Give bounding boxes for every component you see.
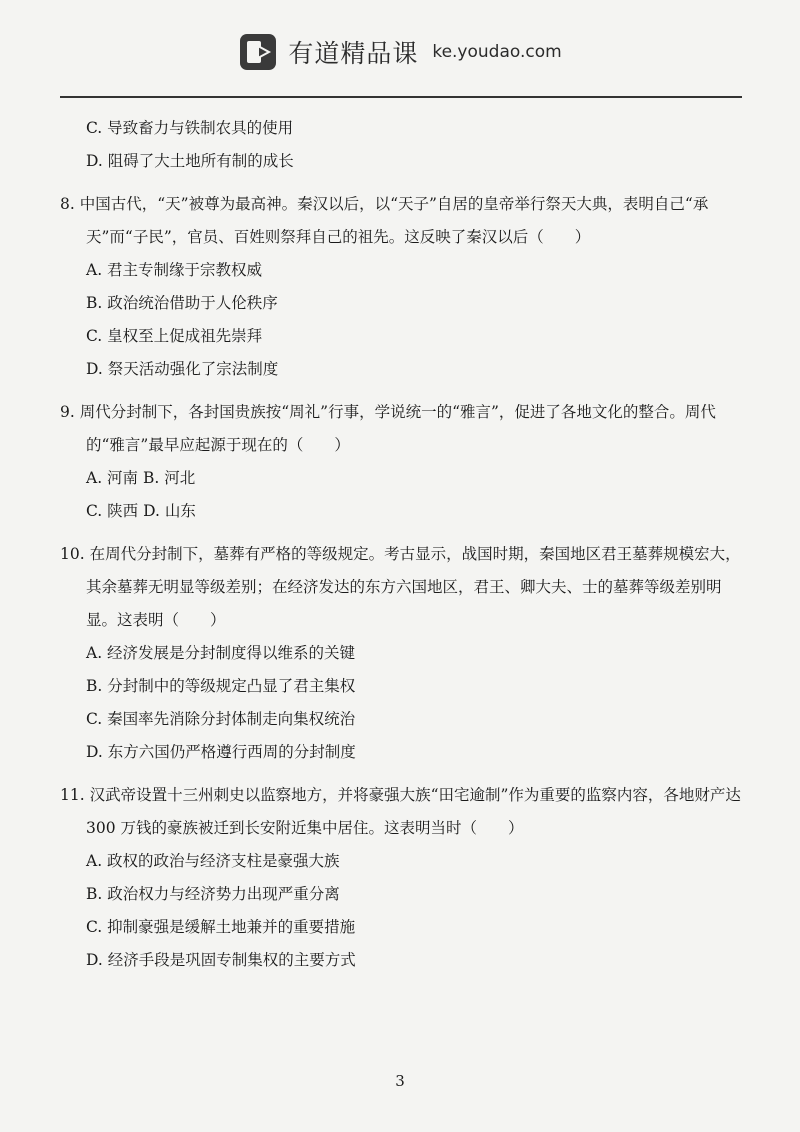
option: A. 君主专制缘于宗教权威	[86, 261, 263, 279]
question-9	[60, 396, 750, 528]
option: C. 抑制豪强是缓解土地兼并的重要措施	[86, 918, 356, 936]
youdao-logo-icon	[238, 32, 278, 72]
option: A. 河南 B. 河北	[86, 469, 196, 487]
site-url: ke.youdao.com	[432, 42, 562, 62]
option: D. 经济手段是巩固专制集权的主要方式	[86, 951, 356, 969]
question-stem: 10. 在周代分封制下，墓葬有严格的等级规定。考古显示，战国时期，秦国地区君王墓葬规模宏大，其余墓葬无明显等级差别；在经济发达的东方六国地区，君王、卿大夫、士的墓葬等级差别明显。这表明（ ）	[60, 545, 741, 629]
page-header	[0, 22, 800, 82]
option: B. 分封制中的等级规定凸显了君主集权	[86, 677, 356, 695]
option: B. 政治权力与经济势力出现严重分离	[86, 885, 340, 903]
header-divider	[60, 96, 742, 98]
question-10	[60, 538, 750, 769]
prev-question-options	[60, 112, 750, 178]
option: D. 祭天活动强化了宗法制度	[86, 360, 279, 378]
question-stem: 9. 周代分封制下，各封国贵族按“周礼”行事，学说统一的“雅言”，促进了各地文化的整合。周代的“雅言”最早应起源于现在的（ ）	[60, 403, 716, 454]
option: D. 阻碍了大土地所有制的成长	[86, 152, 294, 170]
option: C. 陕西 D. 山东	[86, 502, 196, 520]
exam-content	[60, 112, 750, 977]
page-number: 3	[395, 1072, 405, 1090]
option: A. 经济发展是分封制度得以维系的关键	[86, 644, 356, 662]
question-stem: 11. 汉武帝设置十三州刺史以监察地方，并将豪强大族“田宅逾制”作为重要的监察内容，各地财产达 300 万钱的豪族被迁到长安附近集中居住。这表明当时（ ）	[60, 786, 741, 837]
option: B. 政治统治借助于人伦秩序	[86, 294, 278, 312]
option: D. 东方六国仍严格遵行西周的分封制度	[86, 743, 356, 761]
question-11	[60, 779, 750, 977]
option: C. 皇权至上促成祖先崇拜	[86, 327, 263, 345]
option: A. 政权的政治与经济支柱是豪强大族	[86, 852, 340, 870]
question-stem: 8. 中国古代，“天”被尊为最高神。秦汉以后，以“天子”自居的皇帝举行祭天大典，表明自己“承天”而“子民”，官员、百姓则祭拜自己的祖先。这反映了秦汉以后（ ）	[60, 195, 709, 246]
brand-name: 有道精品课	[288, 39, 419, 68]
option: C. 秦国率先消除分封体制走向集权统治	[86, 710, 356, 728]
option: C. 导致畜力与铁制农具的使用	[86, 119, 294, 137]
question-8	[60, 188, 750, 386]
